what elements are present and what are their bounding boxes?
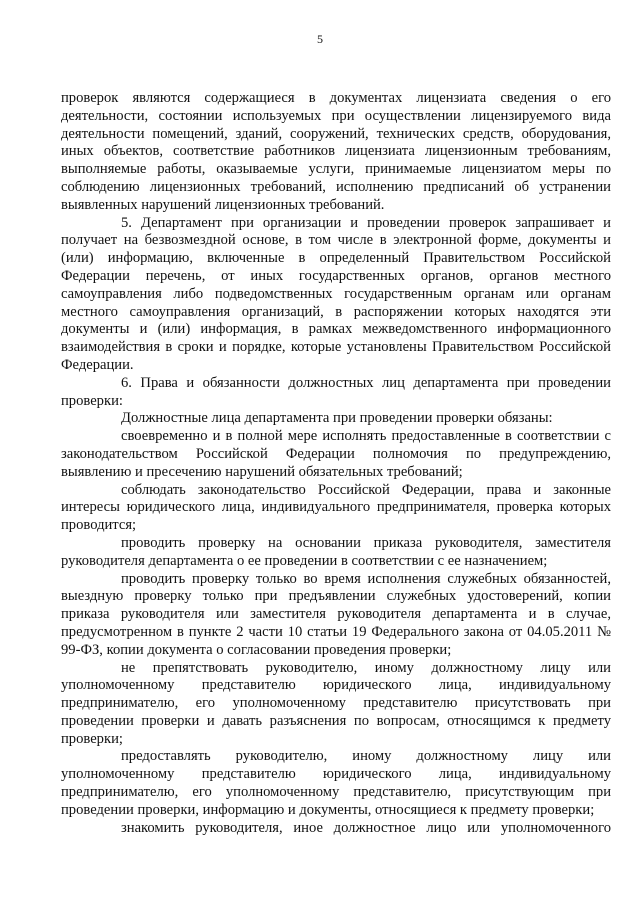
- paragraph: соблюдать законодательство Российской Федерации, права и законные интересы юридического лица, индивидуального предпринимателя, проверка которых проводится;: [61, 481, 611, 534]
- paragraph: знакомить руководителя, иное должностное лицо или уполномоченного: [121, 819, 611, 836]
- paragraph: Должностные лица департамента при проведении проверки обязаны:: [121, 410, 553, 427]
- paragraph: своевременно и в полной мере исполнять предоставленные в соответствии с законодательством Российской Федерации полномочия по предупреждению, выявлению и пресечению нарушений обязательных требований;: [61, 428, 611, 480]
- paragraph: 6. Права и обязанности должностных лиц департамента при проведении проверки:: [61, 374, 611, 409]
- paragraph: проверок являются содержащиеся в документах лицензиата сведения о его деятельности, состоянии используемых при осуществлении лицензируемого вида деятельности помещений, зданий, сооружений, технических средств, оборудования, иных объектов, соответствие работников лицензиата лицензионным требованиям, выполняемые работы, оказываемые услуги, принимаемые лицензиатом меры по соблюдению лицензионных требований, исполнению предписаний об устранении выявленных нарушений лицензионных требований.: [61, 90, 611, 213]
- paragraph: проводить проверку на основании приказа руководителя, заместителя руководителя департамента о ее проведении в соответствии с ее назначением;: [61, 534, 611, 569]
- paragraph: предоставлять руководителю, иному должностному лицу или уполномоченному представителю юридического лица, индивидуальному предпринимателю, его уполномоченному представителю, присутствующим при проведении проверки, информацию и документы, относящиеся к предмету проверки;: [61, 748, 611, 818]
- page-number: 5: [317, 32, 323, 46]
- paragraph: 5. Департамент при организации и проведении проверок запрашивает и получает на безвозмездной основе, в том числе в электронной форме, документы и (или) информацию, включенные в определенный Правительством Российской Федерации перечень, от иных государственных органов, органов местного самоуправления либо подведомственных государственным органам или органам местного самоуправления организаций, в распоряжении которых находятся эти документы и (или) информация, в рамках межведомственного информационного взаимодействия в сроки и порядке, которые установлены Правительством Российской Федерации.: [61, 214, 611, 373]
- paragraph: проводить проверку только во время исполнения служебных обязанностей, выездную проверку только при предъявлении служебных удостоверений, копии приказа руководителя или заместителя руководителя департамента и в случае, предусмотренном в пункте 2 части 10 статьи 19 Федерального закона от 04.05.2011 № 99-ФЗ, копии документа о согласовании проведения проверки;: [61, 570, 611, 658]
- paragraph: не препятствовать руководителю, иному должностному лицу или уполномоченному представителю юридического лица, индивидуальному предпринимателю, его уполномоченному представителю присутствовать при проведении проверки и давать разъяснения по вопросам, относящимся к предмету проверки;: [61, 659, 611, 747]
- body-text: [61, 90, 611, 837]
